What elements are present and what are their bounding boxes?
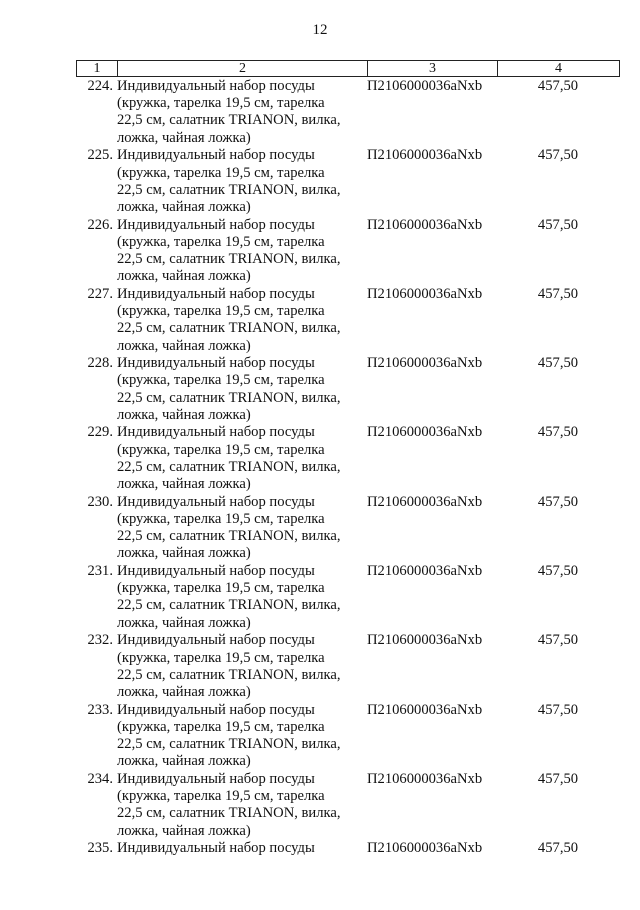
item-code: П2106000036aNxb: [367, 563, 483, 580]
table-row: [76, 355, 619, 424]
item-code: П2106000036aNxb: [367, 840, 483, 857]
item-name: Индивидуальный набор посуды (кружка, тарелка 19,5 см, тарелка 22,5 см, салатник TRIANON, вилка, ложка, чайная ложка): [117, 563, 341, 631]
row-number: 224.: [87, 78, 113, 94]
item-price: 457,50: [537, 632, 579, 649]
item-name: Индивидуальный набор посуды (кружка, тарелка 19,5 см, тарелка 22,5 см, салатник TRIANON, вилка, ложка, чайная ложка): [117, 216, 341, 285]
column-header-4: 4: [498, 61, 620, 77]
row-number: 226.: [87, 216, 113, 233]
item-name: Индивидуальный набор посуды (кружка, тарелка 19,5 см, тарелка 22,5 см, салатник TRIANON, вилка, ложка, чайная ложка): [117, 147, 341, 215]
item-code: П2106000036aNxb: [367, 493, 483, 510]
row-number: 232.: [87, 632, 113, 649]
item-price: 457,50: [537, 493, 579, 510]
table-row: [76, 217, 619, 286]
item-code: П2106000036aNxb: [367, 285, 483, 302]
row-number: 235.: [87, 840, 113, 857]
column-header-1: 1: [77, 61, 118, 77]
column-header-2: 2: [118, 61, 368, 77]
table-body: [76, 78, 619, 910]
item-name: Индивидуальный набор посуды (кружка, тарелка 19,5 см, тарелка 22,5 см, салатник TRIANON, вилка, ложка, чайная ложка): [117, 493, 341, 562]
item-name: Индивидуальный набор посуды (кружка, тарелка 19,5 см, тарелка 22,5 см, салатник TRIANON, вилка, ложка, чайная ложка): [117, 355, 341, 423]
row-number: 231.: [87, 563, 113, 580]
item-price: 457,50: [537, 563, 579, 580]
item-price: 457,50: [537, 770, 579, 787]
item-price: 457,50: [537, 701, 579, 718]
item-price: 457,50: [537, 424, 579, 441]
table-row: [76, 563, 619, 632]
table-row: [76, 702, 619, 771]
item-code: П2106000036aNxb: [367, 632, 483, 649]
table-row: [76, 771, 619, 840]
table-row: [76, 632, 619, 701]
row-number: 228.: [87, 355, 113, 372]
item-name: Индивидуальный набор посуды (кружка, тарелка 19,5 см, тарелка 22,5 см, салатник TRIANON, вилка, ложка, чайная ложка): [117, 770, 341, 839]
item-price: 457,50: [537, 216, 579, 233]
table-row: [76, 78, 619, 147]
item-code: П2106000036aNxb: [367, 355, 483, 372]
column-header-3: 3: [368, 61, 498, 77]
item-name: Индивидуальный набор посуды (кружка, тарелка 19,5 см, тарелка 22,5 см, салатник TRIANON, вилка, ложка, чайная ложка): [117, 701, 341, 770]
row-number: 230.: [87, 493, 113, 510]
item-code: П2106000036aNxb: [367, 147, 483, 164]
table-row: [76, 840, 619, 909]
row-number: 227.: [87, 285, 113, 302]
item-code: П2106000036aNxb: [367, 770, 483, 787]
row-number: 229.: [87, 424, 113, 441]
row-number: 225.: [87, 147, 113, 164]
item-price: 457,50: [537, 78, 579, 94]
item-code: П2106000036aNxb: [367, 216, 483, 233]
item-code: П2106000036aNxb: [367, 701, 483, 718]
item-price: 457,50: [537, 840, 579, 857]
item-price: 457,50: [537, 355, 579, 372]
item-name: Индивидуальный набор посуды (кружка, тарелка 19,5 см, тарелка 22,5 см, салатник TRIANON, вилка, ложка, чайная ложка): [117, 632, 341, 700]
table-row: [76, 494, 619, 563]
page-number: 12: [312, 22, 328, 38]
item-name: Индивидуальный набор посуды (кружка, тарелка 19,5 см, тарелка 22,5 см, салатник TRIANON, вилка, ложка, чайная ложка): [117, 285, 341, 354]
table-row: [76, 147, 619, 216]
row-number: 233.: [87, 701, 113, 718]
column-header-row: [76, 60, 620, 77]
table-row: [76, 424, 619, 493]
table-row: [76, 286, 619, 355]
row-number: 234.: [87, 770, 113, 787]
item-name: Индивидуальный набор посуды (кружка, тарелка 19,5 см, тарелка 22,5 см, салатник TRIANON, вилка, ложка, чайная ложка): [117, 424, 341, 493]
item-name: Индивидуальный набор посуды (кружка, тарелка 19,5 см, тарелка 22,5 см, салатник TRIANON, вилка, ложка, чайная ложка): [117, 78, 341, 146]
item-code: П2106000036aNxb: [367, 424, 483, 441]
item-price: 457,50: [537, 147, 579, 164]
item-code: П2106000036aNxb: [367, 78, 483, 94]
item-price: 457,50: [537, 285, 579, 302]
item-name: Индивидуальный набор посуды: [117, 840, 315, 857]
